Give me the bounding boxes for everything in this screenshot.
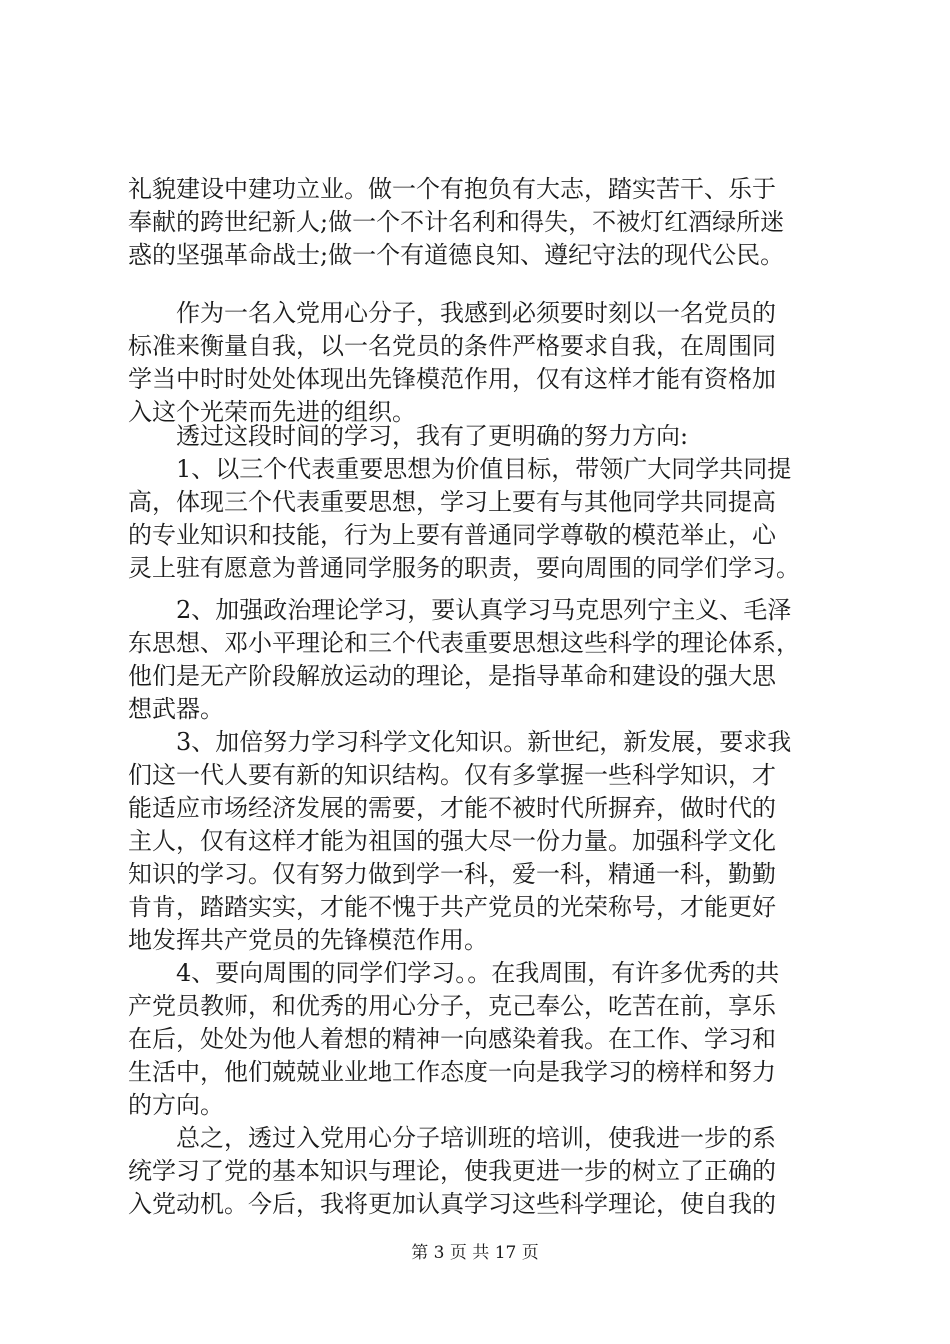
text-line: 3、加倍努力学习科学文化知识。新世纪，新发展，要求我 — [128, 728, 792, 756]
paragraph-4 — [128, 453, 844, 585]
text-line: 2、加强政治理论学习，要认真学习马克思列宁主义、毛泽 — [128, 596, 792, 624]
paragraph-3 — [128, 420, 844, 453]
text-line: 的方向。 — [128, 1091, 224, 1119]
text-line: 的专业知识和技能，行为上要有普通同学尊敬的模范举止，心 — [128, 521, 776, 549]
text-line: 生活中，他们兢兢业业地工作态度一向是我学习的榜样和努力 — [128, 1058, 776, 1086]
text-line: 灵上驻有愿意为普通同学服务的职责，要向周围的同学们学习。 — [128, 554, 800, 582]
paragraph-8 — [128, 1122, 844, 1221]
text-line: 1、以三个代表重要思想为价值目标，带领广大同学共同提 — [128, 455, 792, 483]
text-line: 高，体现三个代表重要思想，学习上要有与其他同学共同提高 — [128, 488, 776, 516]
text-line: 知识的学习。仅有努力做到学一科，爱一科，精通一科，勤勤 — [128, 860, 776, 888]
text-line: 入党动机。今后，我将更加认真学习这些科学理论，使自我的 — [128, 1190, 776, 1218]
page-number-footer: 第 3 页 共 17 页 — [411, 1243, 539, 1263]
text-line: 标准来衡量自我，以一名党员的条件严格要求自我，在周围同 — [128, 332, 776, 360]
text-line: 们这一代人要有新的知识结构。仅有多掌握一些科学知识，才 — [128, 761, 776, 789]
text-line: 礼貌建设中建功立业。做一个有抱负有大志，踏实苦干、乐于 — [128, 175, 776, 203]
text-line: 惑的坚强革命战士;做一个有道德良知、遵纪守法的现代公民。 — [128, 241, 785, 269]
text-line: 产党员教师，和优秀的用心分子，克己奉公，吃苦在前，享乐 — [128, 992, 776, 1020]
text-line: 奉献的跨世纪新人;做一个不计名利和得失，不被灯红酒绿所迷 — [128, 208, 785, 236]
paragraph-6 — [128, 726, 844, 957]
text-line: 能适应市场经济发展的需要，才能不被时代所摒弃，做时代的 — [128, 794, 776, 822]
paragraph-5 — [128, 594, 844, 726]
text-line: 4、要向周围的同学们学习。。在我周围，有许多优秀的共 — [128, 959, 780, 987]
text-line: 东思想、邓小平理论和三个代表重要思想这些科学的理论体系， — [128, 629, 800, 657]
text-line: 作为一名入党用心分子，我感到必须要时刻以一名党员的 — [128, 299, 776, 327]
text-line: 肯肯，踏踏实实，才能不愧于共产党员的光荣称号，才能更好 — [128, 893, 776, 921]
text-line: 地发挥共产党员的先锋模范作用。 — [128, 926, 488, 954]
text-line: 在后，处处为他人着想的精神一向感染着我。在工作、学习和 — [128, 1025, 776, 1053]
text-line: 总之，透过入党用心分子培训班的培训，使我进一步的系 — [128, 1124, 776, 1152]
text-line: 主人，仅有这样才能为祖国的强大尽一份力量。加强科学文化 — [128, 827, 776, 855]
paragraph-1 — [128, 173, 844, 272]
text-line: 想武器。 — [128, 695, 224, 723]
text-line: 透过这段时间的学习，我有了更明确的努力方向: — [128, 422, 689, 450]
text-line: 学当中时时处处体现出先锋模范作用，仅有这样才能有资格加 — [128, 365, 776, 393]
paragraph-7 — [128, 957, 844, 1122]
text-line: 统学习了党的基本知识与理论，使我更进一步的树立了正确的 — [128, 1157, 776, 1185]
text-line: 入这个光荣而先进的组织。 — [128, 398, 416, 426]
paragraph-2 — [128, 297, 844, 429]
text-line: 他们是无产阶段解放运动的理论，是指导革命和建设的强大思 — [128, 662, 776, 690]
